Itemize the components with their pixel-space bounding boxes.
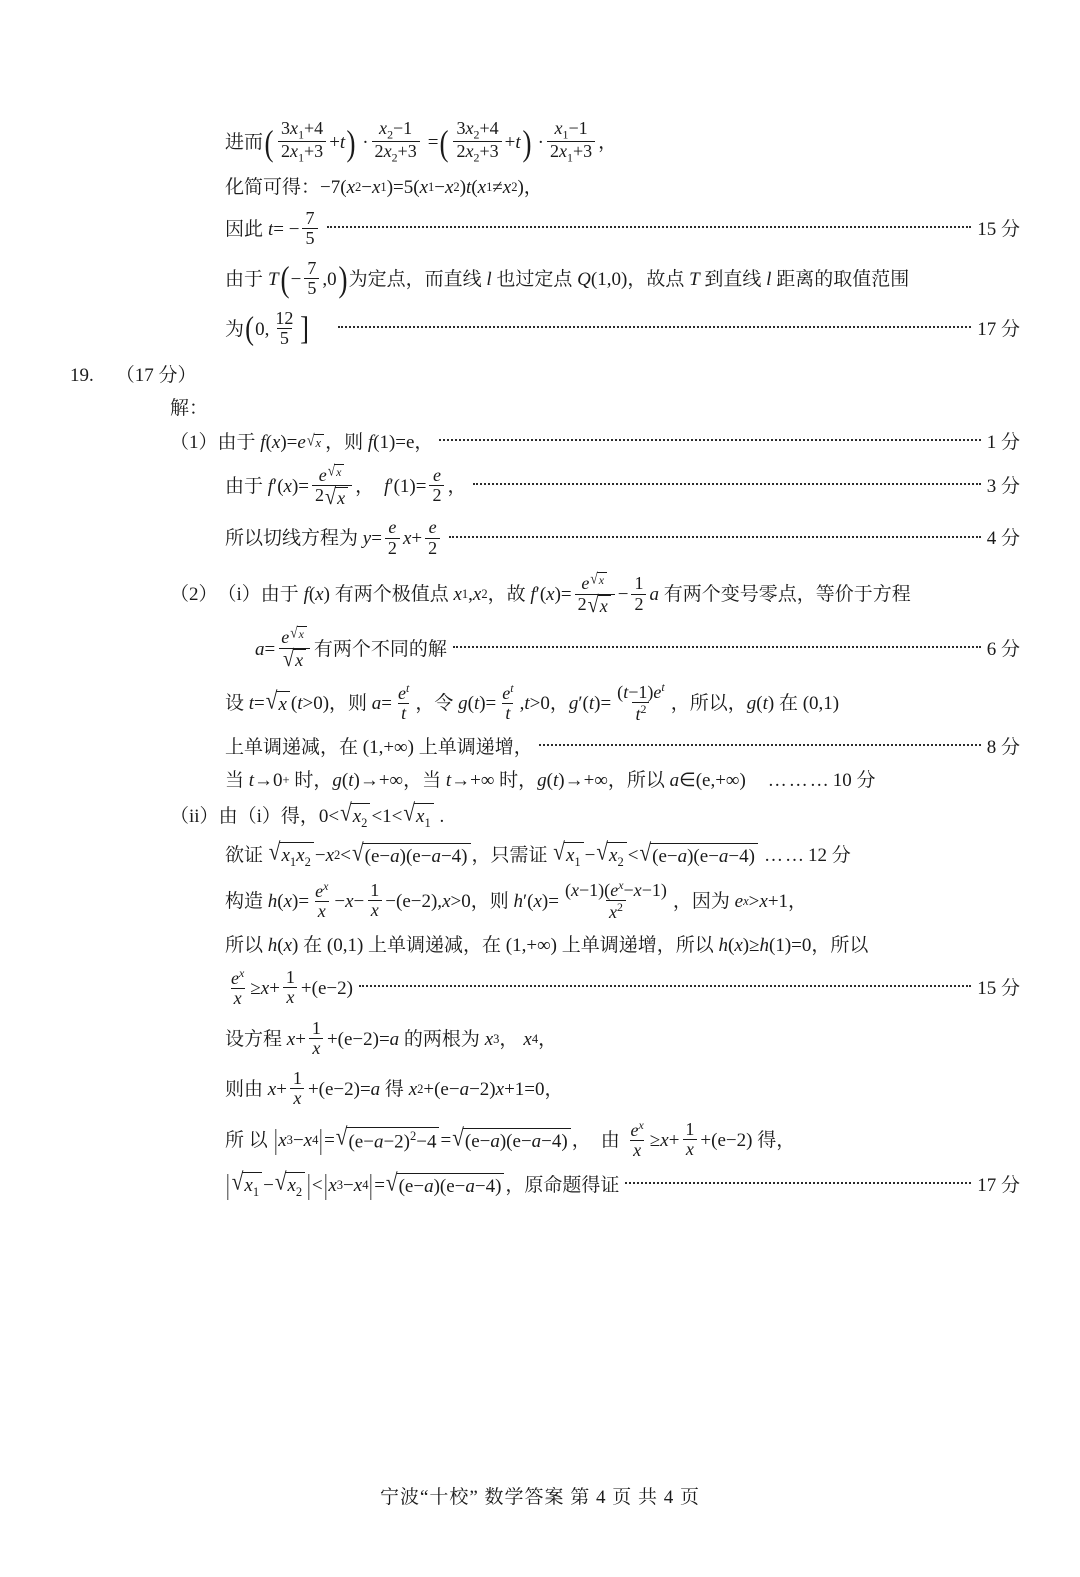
bracket-left: ( (245, 310, 254, 348)
q19-part2-ii-line6: 设方程 x + $\frac{1}{x}$ +(e−2)= a 的两根为 x 3 ， x 4 ， (225, 1017, 558, 1059)
q18-line-5 (225, 307, 1020, 350)
fraction-h-derivative: $\frac{(x-1)(e^x-x-1)}{x^2}$ (564, 877, 667, 923)
fraction-esqrtx-over-2sqrtx: e $^{√ x}$ 2 √ x (312, 464, 352, 508)
dot-leader (473, 482, 981, 485)
q18-therefore-label: 因此 (225, 218, 264, 240)
q18-simplify-label: 化简可得： (225, 176, 321, 198)
dot-leader: ……… (767, 770, 831, 792)
q19-part2-i-line2: a = e $^{√ x}$ √ x 有两个不同的解 6 分 (255, 624, 1020, 672)
dot-leader (359, 984, 971, 987)
q19-part2-ii-line7: 则由 x + $\frac{1}{x}$ +(e−2)= a 得 x 2 +(e− a −2) x +1=0， (225, 1067, 564, 1109)
abs-sqrtx1-minus-sqrtx2: | √ $x_1$ − √ $x_2$ | (226, 1167, 311, 1202)
paren-right: ) (338, 259, 348, 300)
score-15: 15 分 (977, 218, 1020, 240)
part2-i-label: （i） (217, 584, 261, 606)
fraction-x1m1-over-2x1p3: $\frac{x_1-1}{2x_1+3}$ (547, 119, 595, 165)
q19-part2-i-line5: 当 t →0 + 时， g ( t )→+∞ ，当 t →+∞ 时， g ( t )→+∞ ，所以 a ∈(e,+∞) ……… 10 分 (225, 770, 876, 792)
fraction-ex-over-x: $\frac{e^x}{x}$ (630, 1117, 644, 1161)
score-17: 17 分 (977, 1174, 1020, 1196)
dot-leader (439, 438, 980, 441)
fraction-et-over-t: $\frac{e^t}{t}$ (398, 680, 410, 724)
fraction-7-over-5: $\frac{7}{5}$ (304, 259, 319, 299)
part2-label: （2） (170, 584, 218, 606)
score-6: 6 分 (986, 638, 1020, 660)
page-footer: 宁波“十校” 数学答案 第 4 页 共 4 页 (379, 1487, 701, 1508)
paren-right: ) (522, 122, 532, 163)
q19-header (70, 364, 1020, 388)
q18-line-3: 因此 t = − $\frac{7}{5}$ 15 分 (225, 207, 1020, 249)
dot-leader (449, 535, 981, 538)
paren-right: ) (346, 122, 356, 163)
q18-line1-prefix: 进而 (225, 132, 264, 154)
fraction-esqrtx-over-sqrtx: e $^{√ x}$ √ x (278, 626, 311, 670)
fraction-derivative-g: $\frac{(t-1)e^t}{t^2}$ (617, 679, 665, 725)
q19-part1-line3: 所以切线方程为 y = $\frac{e}{2}$ x + $\frac{e}{2}$ 4 分 (225, 517, 1020, 558)
abs-x3-minus-x4: | x 3 − x 4 | (273, 1124, 323, 1156)
q19-part2-ii-line5: $\frac{e^x}{x}$ ≥ x + $\frac{1}{x}$ +(e−2) 15 分 (225, 968, 1020, 1010)
score-12: 12 分 (807, 844, 851, 866)
dot-leader (327, 225, 972, 228)
paren-left: ( (439, 122, 449, 163)
abs-x3-minus-x4: | x 3 − x 4 | (323, 1170, 374, 1202)
score-3: 3 分 (986, 476, 1020, 498)
fraction-7-over-5: $\frac{7}{5}$ (302, 209, 317, 249)
fraction-ex-over-x: $\frac{e^x}{x}$ (231, 965, 245, 1009)
fraction-1-over-x: $\frac{1}{x}$ (682, 1120, 697, 1160)
q19-part2-ii-line3: 构造 h ( x )= $\frac{e^x}{x}$ − x − $\frac{1}{x}$ −(e−2), x >0 ，则 h ′( x )= $\frac{(x-1)(e^x-x-1)}{x^2}$ ，因为 e x > x +1 ， (225, 877, 808, 923)
q19-part2-i-line1: （2） （i） 由于 f ( x ) 有两个极值点 x 1 , x 2 ，故 f ′( x )= e $^{√ x}$ 2 √ x − $\frac{1}{2}$ a 有两个变号零点，等价于方程 (170, 569, 911, 618)
interval-0-12-5: ( 0, $\frac{12}{5}$ ] (245, 307, 310, 349)
fraction-1-over-x: $\frac{1}{x}$ (283, 968, 298, 1008)
part1-label: （1） (170, 432, 218, 454)
score-15: 15 分 (977, 977, 1020, 999)
fraction-1-over-x: $\frac{1}{x}$ (290, 1069, 305, 1109)
fraction-1-over-x: $\frac{1}{x}$ (309, 1019, 324, 1059)
dot-leader (539, 743, 981, 746)
q19-part1-line2: 由于 f ′( x )= e $^{√ x}$ 2 √ x ， f ′(1)= $\frac{e}{2}$ ， 3 分 (225, 461, 1020, 510)
q19-part2-ii-line8: 所 以 | x 3 − x 4 | = √ $(e-a-2)^2-4$ = √ (e−a)(e−a−4) ， 由 $\frac{e^x}{x}$ ≥ x + $\frac{1}{x}$ +(e−2) 得， (225, 1117, 796, 1161)
score-4: 4 分 (986, 528, 1020, 550)
page-content (70, 120, 1020, 1210)
bracket-right: ] (300, 310, 310, 348)
fraction-3x2p4-over-2x2p3: $\frac{3x_2+4}{2x_2+3}$ (453, 119, 501, 165)
q19-part2-ii-line2: 欲证 √ $x_1x_2$ − x 2 < √ (e−a)(e−a−4) ，只需证 √ $x_1$ − √ $x_2$ < √ (e−a)(e−a−4) …… 12 分 (225, 837, 851, 869)
fraction-1-over-x: $\frac{1}{x}$ (367, 881, 382, 921)
q18-line-2: 化简可得： −7( x 2 − x 1 )=5( x 1 − x 2 ) t ( x 1 ≠ x 2 )， (225, 176, 543, 198)
q18-group-1: ( $\frac{3x_1+4}{2x_1+3}$ + t ) (264, 118, 356, 166)
dot-leader (338, 325, 971, 328)
q18-since-label: 由于 (225, 268, 264, 290)
q19-part2-i-line3: 设 t = √ x ( t >0) ，则 a = $\frac{e^t}{t}$ ，令 g ( t )= $\frac{e^t}{t}$ , t >0 ， g ′( t )= $\frac{(t-1)e^t}{t^2}$ ，所以， g ( t ) 在 (0,1) (225, 679, 840, 725)
q18-line5-prefix: 为 (225, 318, 245, 340)
q18-group-2: ( $\frac{3x_2+4}{2x_2+3}$ + t ) (439, 118, 532, 166)
score-1: 1 分 (986, 432, 1020, 454)
paren-left: ( (280, 259, 290, 300)
paren-left: ( (264, 122, 274, 163)
point-T-coords: ( − $\frac{7}{5}$ ,0 ) (280, 257, 348, 300)
q19-solution-label: 解： (170, 398, 209, 420)
fraction-12-over-5: $\frac{12}{5}$ (275, 307, 294, 349)
dot-leader (625, 1181, 971, 1184)
part2-ii-label: （ii） (170, 806, 219, 828)
q19-part2-ii-line1: （ii） 由（i）得， 0< √ $x_2$ <1< √ $x_1$ . (170, 798, 445, 830)
q19-number: 19. (70, 364, 94, 386)
q19-part2-i-line4: 上单调递减，在 (1,+∞) 上单调递增， 8 分 (225, 736, 1020, 758)
fraction-x2m1-over-2x2p3: $\frac{x_2-1}{2x_2+3}$ (372, 119, 420, 165)
q19-part2-ii-line4: 所以 h ( x ) 在 (0,1) 上单调递减，在 (1,+∞) 上单调递增，所以 h ( x )≥ h (1)=0 ，所以 (225, 934, 869, 956)
q18-line-4: 由于 T ( − $\frac{7}{5}$ ,0 ) 为定点，而直线 l 也过定点 Q (1,0) ，故点 T 到直线 l 距离的取值范围 (225, 257, 910, 300)
score-8: 8 分 (986, 736, 1020, 758)
fraction-e-over-2: $\frac{e}{2}$ (429, 466, 444, 506)
fraction-ex-over-x: $\frac{e^x}{x}$ (315, 878, 329, 922)
fraction-e-over-2: $\frac{e}{2}$ (425, 518, 440, 558)
q18-line4-text: 为定点，而直线 (348, 268, 487, 290)
q19-part1-line1: （1） 由于 f ( x )= e √ x ，则 f (1)=e， 1 分 (170, 431, 1020, 454)
q19-points: （17 分） (115, 364, 197, 386)
q18-line-1: 进而 ( $\frac{3x_1+4}{2x_1+3}$ + t ) · $\frac{x_2-1}{2x_2+3}$ = ( $\frac{3x_2+4}{2x_2+3}$ + t ) · $\frac{x_1-1}{2x_1+3}$ ， (225, 118, 618, 166)
fraction-1-over-2: $\frac{1}{2}$ (631, 574, 646, 614)
dot-leader: …… (763, 844, 806, 866)
score-17: 17 分 (977, 318, 1020, 340)
score-10: 10 分 (832, 770, 876, 792)
dot-leader (453, 645, 981, 648)
fraction-et-over-t: $\frac{e^t}{t}$ (502, 680, 514, 724)
fraction-e-over-2: $\frac{e}{2}$ (385, 518, 400, 558)
fraction-esqrtx-over-2sqrtx: e $^{√ x}$ 2 √ x (575, 572, 615, 616)
q19-part2-ii-line9: | √ $x_1$ − √ $x_2$ | < | x 3 − x 4 | = √ (e−a)(e−a−4) ，原命题得证 17 分 (226, 1167, 1020, 1202)
fraction-3x1p4-over-2x1p3: $\frac{3x_1+4}{2x_1+3}$ (278, 119, 326, 165)
